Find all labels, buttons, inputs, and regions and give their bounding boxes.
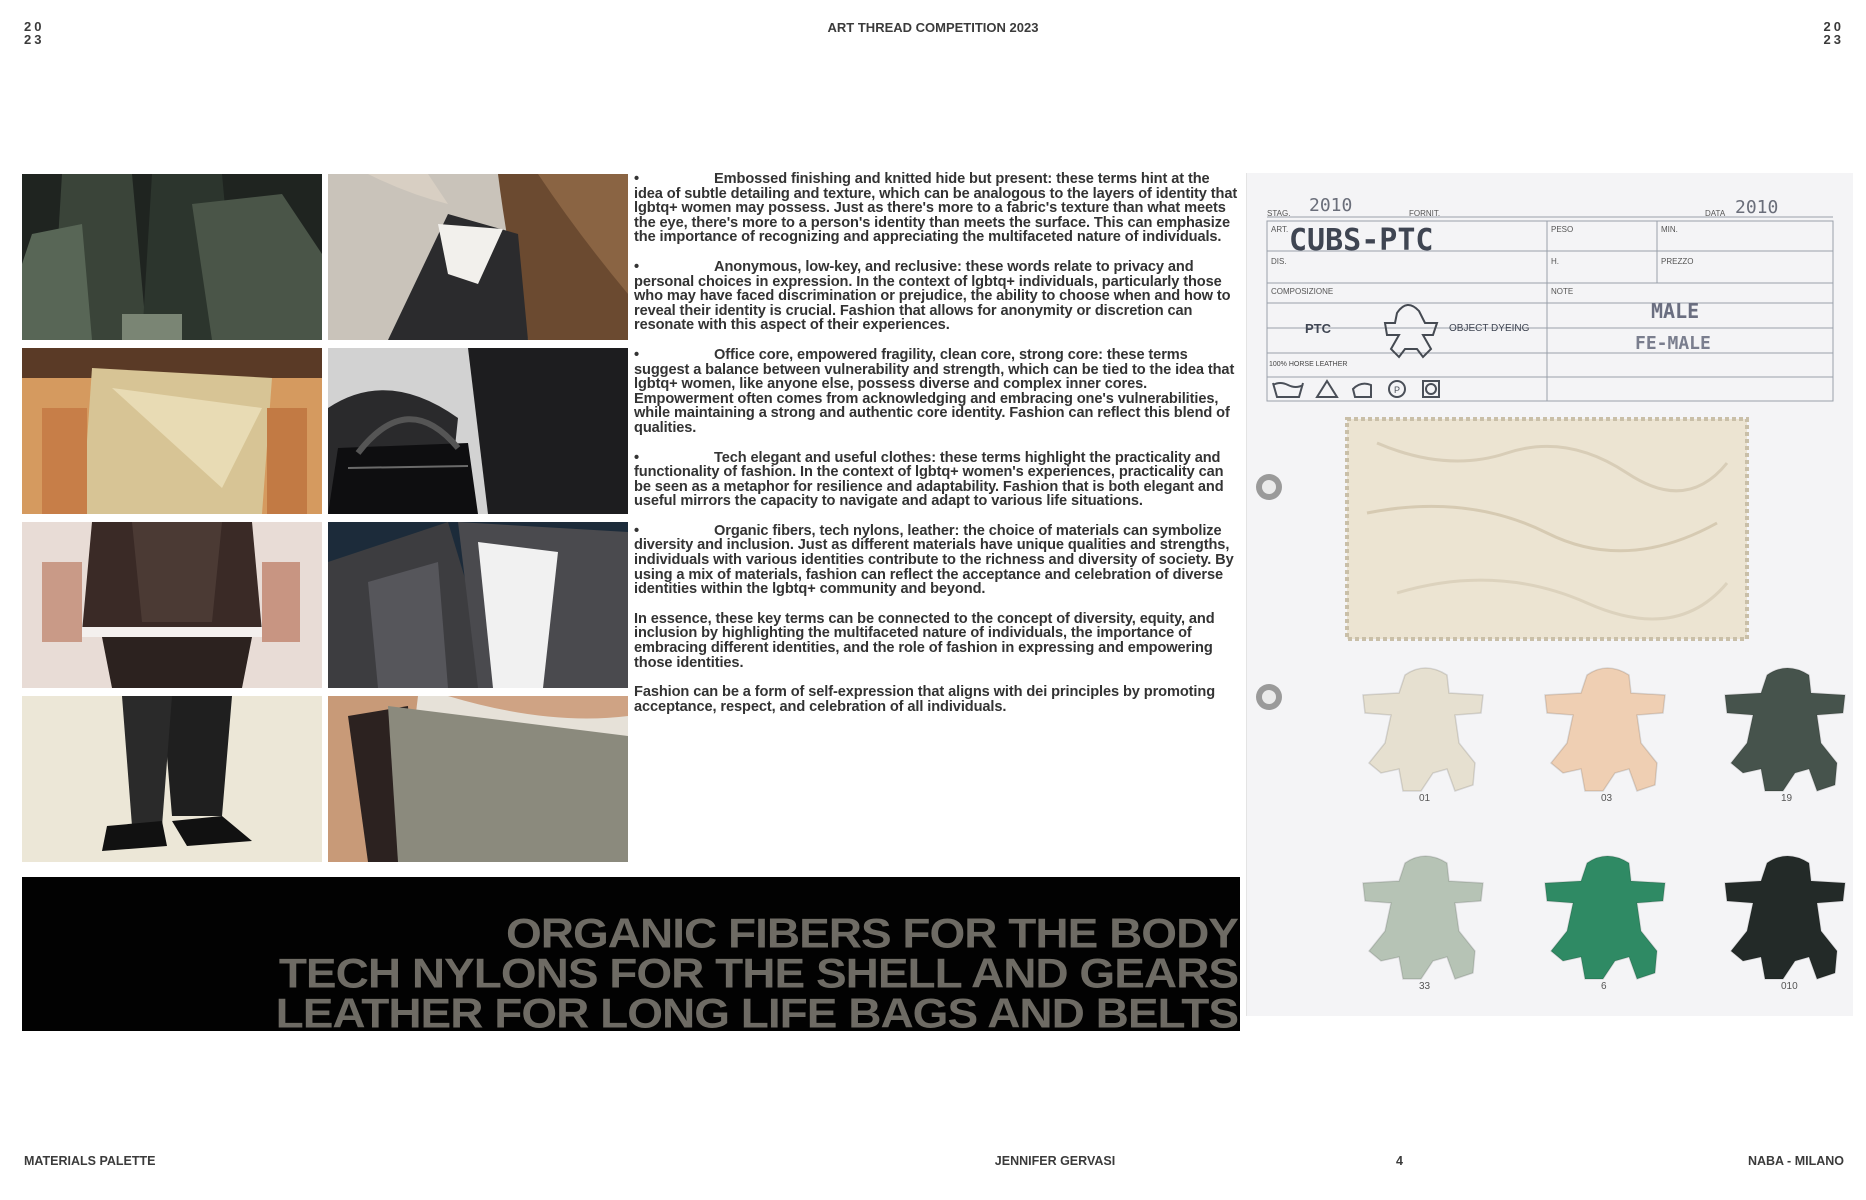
- swatch-code-label: 03: [1601, 793, 1613, 804]
- paragraph-in-essence: In essence, these key terms can be connected to the concept of diversity, equity, and inclusion by highlighting the multifaceted nature of individuals, the importance of embracing different identities, and the role of fashion in expressing and empowering those identities.: [634, 610, 1215, 671]
- mood-photo-grid: [22, 174, 628, 860]
- page-title: ART THREAD COMPETITION 2023: [827, 20, 1039, 35]
- footer-author: JENNIFER GERVASI: [994, 1154, 1116, 1168]
- footer-school: NABA - MILANO: [1747, 1154, 1844, 1168]
- data-value: 2010: [1735, 197, 1779, 218]
- ptc-stamp: PTC: [1305, 321, 1331, 336]
- male-stamp: MALE: [1651, 299, 1700, 323]
- photo-grey-blazer-white-shirt: [328, 522, 628, 688]
- art-label: ART.: [1271, 225, 1289, 234]
- body-copy: [634, 172, 1240, 729]
- h-label: H.: [1551, 257, 1559, 266]
- photo-dark-suit-jacket: [22, 174, 322, 340]
- note-label: NOTE: [1551, 287, 1574, 296]
- wash-tub-icon: [1273, 383, 1303, 397]
- data-label: DATA: [1705, 209, 1726, 218]
- main-leather-swatch: [1347, 419, 1747, 639]
- photo-gold-wrap-skirt: [22, 348, 322, 514]
- swatch-code-label: 19: [1781, 793, 1793, 804]
- binder-eyelets: [1256, 474, 1282, 710]
- swatch-code-label: 6: [1601, 981, 1607, 992]
- care-symbols: [1273, 381, 1439, 397]
- cubs-figure-outline-icon: [1385, 305, 1437, 357]
- stag-label: STAG.: [1267, 209, 1291, 218]
- female-stamp: FE-MALE: [1635, 333, 1711, 354]
- leather-swatch-010: [1725, 856, 1845, 979]
- prezzo-label: PREZZO: [1661, 257, 1694, 266]
- footer-section-title: MATERIALS PALETTE: [24, 1154, 156, 1168]
- min-label: MIN.: [1661, 225, 1678, 234]
- swatch-code-label: 33: [1419, 981, 1431, 992]
- banner-line-organic: ORGANIC FIBERS FOR THE BODY: [505, 909, 1238, 957]
- paragraph-office-core: [634, 348, 1240, 436]
- iron-icon: [1353, 384, 1371, 397]
- swatch-card-drawing: [1247, 173, 1853, 1016]
- photo-pinstripe-runway: [22, 522, 322, 688]
- year-bottom: 23: [24, 32, 45, 47]
- bullet: •: [634, 171, 640, 187]
- paragraph-self-expression: Fashion can be a form of self-expression that aligns with dei principles by promoting acceptance, respect, and celebration of all individuals.: [634, 684, 1216, 715]
- object-dyeing-stamp: OBJECT DYEING: [1449, 323, 1530, 334]
- photo-black-leather-bag: [328, 348, 628, 514]
- paragraph-text: Tech elegant and useful clothes: these terms highlight the practicality and functionality of fashion. In the context of lgbtq+ women's experiences, practicality can be seen as a metaphor for resilience and adaptability. Fashion that is both elegant and useful mirrors the capacity to navigate and adapt to various life situations.: [634, 449, 1224, 510]
- paragraph-text: Embossed finishing and knitted hide but present: these terms hint at the idea of subtle detailing and texture, which can be analogous to the layers of identity that lgbtq+ women may possess. Just as there's more to a fabric's texture than what meets the eye, there's more to a person's identity than meets the surface. This can emphasize the importance of recognizing and appreciating the multifaceted nature of individuals.: [634, 171, 1238, 246]
- banner-line-leather: LEATHER FOR LONG LIFE BAGS AND BELTS: [275, 989, 1238, 1031]
- paragraph-anonymous: [634, 260, 1240, 333]
- dis-label: DIS.: [1271, 257, 1287, 266]
- composizione-label: COMPOSIZIONE: [1271, 287, 1334, 296]
- svg-text:P: P: [1394, 385, 1401, 395]
- paragraph-text: Organic fibers, tech nylons, leather: the choice of materials can symbolize diversity and inclusion. Just as different materials have unique qualities and strengths, individuals with various identities contribute to the richness and diversity of society. By using a mix of materials, fashion can reflect the acceptance and celebration of diverse identities within the lgbtq+ community and beyond.: [634, 522, 1234, 598]
- bullet: •: [634, 258, 640, 275]
- paragraph-tech-elegant: [634, 451, 1240, 509]
- swatch-code-label: 01: [1419, 793, 1431, 804]
- leather-swatch-6: [1545, 856, 1665, 979]
- leather-swatch-01: [1363, 668, 1483, 791]
- materials-banner: [22, 877, 1240, 1031]
- leather-swatch-33: [1363, 856, 1483, 979]
- paragraph-text: Anonymous, low-key, and reclusive: these words relate to privacy and personal choices in expression. In the context of lgbtq+ individuals, particularly those who may have faced discrimination or prejudice, the ability to choose when and how to reveal their identity is crucial. Fashion that allows for anonymity or discretion can resonate with this aspect of their experiences.: [634, 258, 1231, 334]
- bullet: •: [634, 449, 640, 466]
- composition-text: 100% HORSE LEATHER: [1269, 361, 1348, 368]
- paragraph-text: Office core, empowered fragility, clean core, strong core: these terms suggest a balance between vulnerability and strength, which can be tied to the idea that lgbtq+ women, like anyone else, possess diverse and complex inner cores. Empowerment often comes from acknowledging and embracing one's vulnerabilities, while maintaining a strong and authentic core identity. Fashion can reflect this blend of qualities.: [634, 346, 1235, 436]
- year-top: 20: [24, 19, 45, 34]
- year-mark-right: [1824, 20, 1844, 46]
- photo-grey-sleeveless-top: [328, 696, 628, 862]
- bullet: •: [634, 522, 640, 539]
- photo-white-collar-hair: [328, 174, 628, 340]
- paragraph-embossed: [634, 172, 1240, 245]
- peso-label: PESO: [1551, 225, 1574, 234]
- fornit-label: FORNIT.: [1409, 209, 1441, 218]
- photo-black-trousers-shoes: [22, 696, 322, 862]
- art-value: CUBS-PTC: [1289, 223, 1434, 258]
- leather-swatch-03: [1545, 668, 1665, 791]
- swatch-code-label: 010: [1781, 981, 1798, 992]
- year-bottom: 23: [1823, 32, 1844, 47]
- leather-swatch-19: [1725, 668, 1845, 791]
- bleach-triangle-icon: [1317, 381, 1337, 397]
- stag-value: 2010: [1309, 195, 1353, 216]
- paragraph-organic-fibers: [634, 524, 1240, 597]
- banner-line-tech: TECH NYLONS FOR THE SHELL AND GEARS: [278, 949, 1238, 997]
- year-top: 20: [1823, 19, 1844, 34]
- bullet: •: [634, 346, 640, 363]
- leather-swatch-card: [1246, 173, 1853, 1016]
- page-number: 4: [1396, 1154, 1403, 1168]
